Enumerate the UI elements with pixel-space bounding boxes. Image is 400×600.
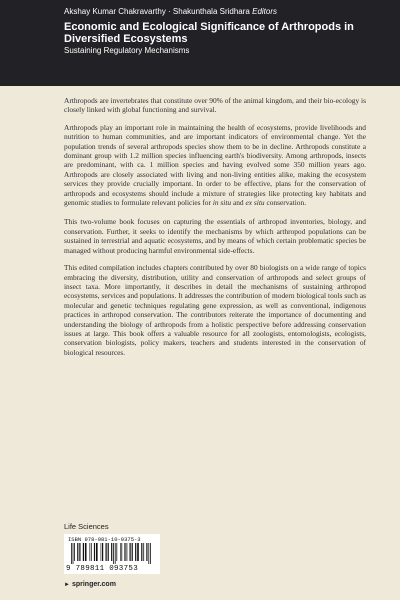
blurb-paragraph-3: This two-volume book focuses on capturing the essentials of arthropod inventories, biology, and conservation. Further, it seeks to identify the mechanisms by which arthropod populations can be sustained in terrestrial and aquatic ecosystems, and by means of which certain problematic species be managed without producing harmful environmental side-effects. xyxy=(64,217,366,255)
barcode-bar xyxy=(146,543,147,561)
barcode-bar xyxy=(121,543,122,561)
blurb-paragraph-2-end: conservation. xyxy=(266,198,307,208)
editors-line xyxy=(64,7,277,16)
barcode-bar xyxy=(143,543,144,561)
header-band xyxy=(0,0,400,86)
barcode-bar xyxy=(74,543,75,561)
arrow-right-icon: ► xyxy=(64,582,70,588)
barcode-bar xyxy=(94,543,95,561)
barcode-bar xyxy=(137,543,139,561)
barcode-bar xyxy=(71,543,72,564)
barcode-bar xyxy=(111,543,112,561)
barcode-bar xyxy=(120,543,121,561)
barcode-bar xyxy=(115,543,116,564)
book-subtitle: Sustaining Regulatory Mechanisms xyxy=(64,46,190,55)
barcode-number: 9 789811 093753 xyxy=(66,565,139,573)
blurb xyxy=(64,96,366,365)
editors-names: Akshay Kumar Chakravarthy · Shakunthala Sridhara xyxy=(64,7,250,16)
barcode-bar xyxy=(141,543,142,561)
isbn-barcode xyxy=(64,534,160,574)
barcode-bar xyxy=(132,543,133,561)
barcode-bar xyxy=(106,543,107,561)
barcode-bar xyxy=(85,543,87,561)
barcode-bar xyxy=(135,543,136,561)
barcode-bar xyxy=(148,543,149,564)
subject-category: Life Sciences xyxy=(64,522,109,531)
barcode-bar xyxy=(150,543,151,564)
blurb-paragraph-2 xyxy=(64,123,366,208)
barcode-bar xyxy=(96,543,98,561)
blurb-paragraph-1: Arthropods are invertebrates that constitute over 90% of the animal kingdom, and their bio-ecology is closely linked with global functioning and survival. xyxy=(64,96,366,115)
barcode-bar xyxy=(124,543,125,561)
publisher-website-text: springer.com xyxy=(71,581,116,588)
barcode-bar xyxy=(101,543,102,561)
barcode-bar xyxy=(108,543,109,561)
barcode-bar xyxy=(90,543,91,561)
in-situ-term: in situ xyxy=(212,198,232,208)
ex-situ-term: ex situ xyxy=(245,198,265,208)
barcode-bar xyxy=(79,543,80,561)
barcode-bar xyxy=(116,543,117,561)
barcode-bar xyxy=(130,543,131,561)
blurb-paragraph-2-text: Arthropods play an important role in maintaining the health of ecosystems, provide livelihoods and nutrition to human communities, and are important indicators of environmental change. Yet the population trends of several arthropods species show them to be in decline. Arthropods constitute a dominant group with 1.2 million species influencing earth's biodiversity. Among arthropods, insects are predominant, with ca. 1 million species and having evolved some 350 million years ago. Arthropods are closely associated with living and non-living entities alike, making the ecosystem services they provide crucially important. In order to be effective, plans for the conservation of arthropods and ecosystems should include a mixture of strategies like protecting key habitats and genomic studies to formulate relevant policies for xyxy=(64,122,366,208)
isbn-label: ISBN 978-981-10-9375-3 xyxy=(68,536,141,543)
barcode-bar xyxy=(77,543,78,561)
and-word: and xyxy=(232,198,244,208)
barcode-bar xyxy=(127,543,128,561)
barcode-bar xyxy=(102,543,103,561)
blurb-paragraph-4: This edited compilation includes chapters contributed by over 80 biologists on a wide range of topics embracing the diversity, distribution, utility and conservation of arthropods and select groups of insect taxa. More importantly, it describes in detail the mechanisms of sustaining arthropod ecosystems, services and populations. It addresses the contribution of modern biological tools such as molecular and genetic techniques regulating gene expression, as well as conventional, indigenous practices in arthropod conservation. The contributors reiterate the importance of documenting and understanding the biology of arthropods from a holistic perspective before addressing conservation issues at large. This book offers a valuable resource for all zoologists, entomologists, ecologists, conservation biologists, policy makers, teachers and students interested in the conservation of biological resources. xyxy=(64,263,366,357)
barcode-bar xyxy=(73,543,74,564)
editors-role: Editors xyxy=(252,7,278,16)
barcode-bars xyxy=(70,543,154,564)
book-title: Economic and Ecological Significance of Arthropods in Diversified Ecosystems xyxy=(64,21,354,45)
barcode-bar xyxy=(113,543,114,564)
barcode-bar xyxy=(91,543,92,561)
barcode-bar xyxy=(83,543,84,561)
publisher-website[interactable] xyxy=(64,581,116,588)
